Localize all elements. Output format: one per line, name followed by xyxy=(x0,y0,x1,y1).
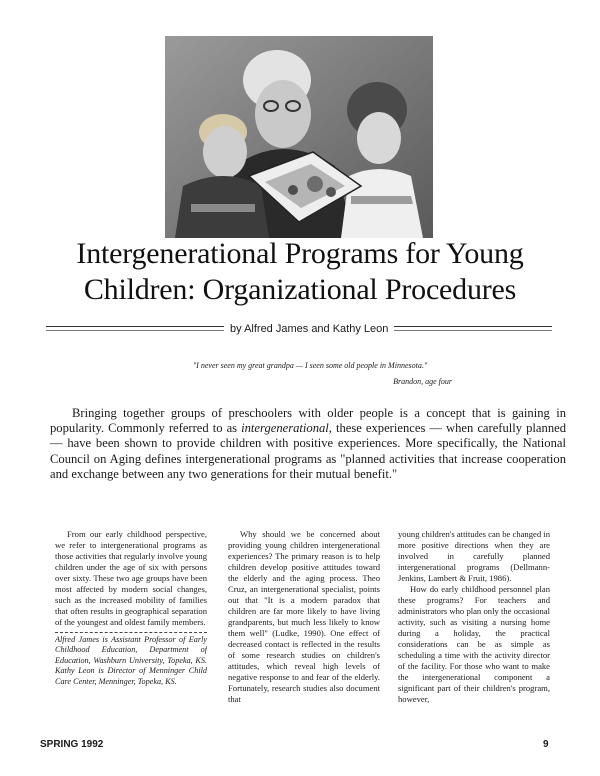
article-title xyxy=(40,236,560,308)
article-title-line2: Children: Organizational Procedures xyxy=(83,273,517,306)
grandmother-children-photo-image xyxy=(165,36,433,238)
col3-paragraph-2: How do early childhood personnel plan these programs? For teachers and administrators who plan only the occasional activity, such as visiting a nursing home during a holiday, the practical considerations can be as simple as scheduling a time with the activity director of the facility. For those who want to make the intergenerational component a significant part of their children's program, however, xyxy=(398,584,550,704)
body-column-1 xyxy=(55,529,207,759)
col3-paragraph-1: young children's attitudes can be changed in more positive directions when they are involved in carefully planned intergenerational programs (Dellmann-Jenkins, Lambert & Fruit, 1986). xyxy=(398,529,550,583)
intro-text-before: Bringing together groups of preschoolers with older people is a concept that is gaining in popularity. Commonly referred to as xyxy=(50,406,566,436)
footer-issue: SPRING 1992 xyxy=(40,739,104,750)
article-photo xyxy=(165,36,433,238)
col1-paragraph: From our early childhood perspective, we refer to intergenerational programs as those activities that regularly involve young children under the age of six with persons over sixty. These two age groups have been most affected by modern social changes, such as the increased mobility of families that often results in geographical separation of the youngest and oldest family members. xyxy=(55,529,207,627)
author-bio-divider xyxy=(55,632,207,633)
col2-paragraph: Why should we be concerned about providing young children intergenerational experiences? The primary reason is to help children develop positive attitudes toward the elderly and the aging process. Theo Cruz, an intergenerational specialist, points out that "It is a modern paradox that children are far more likely to have living grandparents, but much less likely to know them well" (Ludke, 1990). One effect of decreased contact is reflected in the results of some research studies on children's attitudes, which reveal high levels of negative response to and fear of the elderly. Fortunately, research studies also document that xyxy=(228,529,380,704)
article-title-line1: Intergenerational Programs for Young xyxy=(76,237,524,270)
byline: by Alfred James and Kathy Leon xyxy=(224,322,394,336)
page-number: 9 xyxy=(543,739,549,750)
intro-text-after: these experiences — when carefully planned — have been shown to provide children with positive experiences. More specifically, the National Council on Aging defines intergenerational programs as "planned activities that increase cooperation and exchange between any two generations for their mutual benefit." xyxy=(50,421,566,481)
body-column-2 xyxy=(228,529,380,759)
intro-emphasis: intergenerational, xyxy=(241,421,332,436)
epigraph-source: Brandon, age four xyxy=(393,377,452,386)
body-column-3 xyxy=(398,529,550,759)
intro-paragraph xyxy=(50,406,566,482)
epigraph-quote: "I never seen my great grandpa — I seen some old people in Minnesota." xyxy=(192,361,428,370)
author-bio: Alfred James is Assistant Professor of Early Childhood Education, Department of Education, Washburn University, Topeka, KS. Kathy Leon is Director of Menninger Child Care Center, Menninger, Topeka, KS. xyxy=(55,635,207,686)
